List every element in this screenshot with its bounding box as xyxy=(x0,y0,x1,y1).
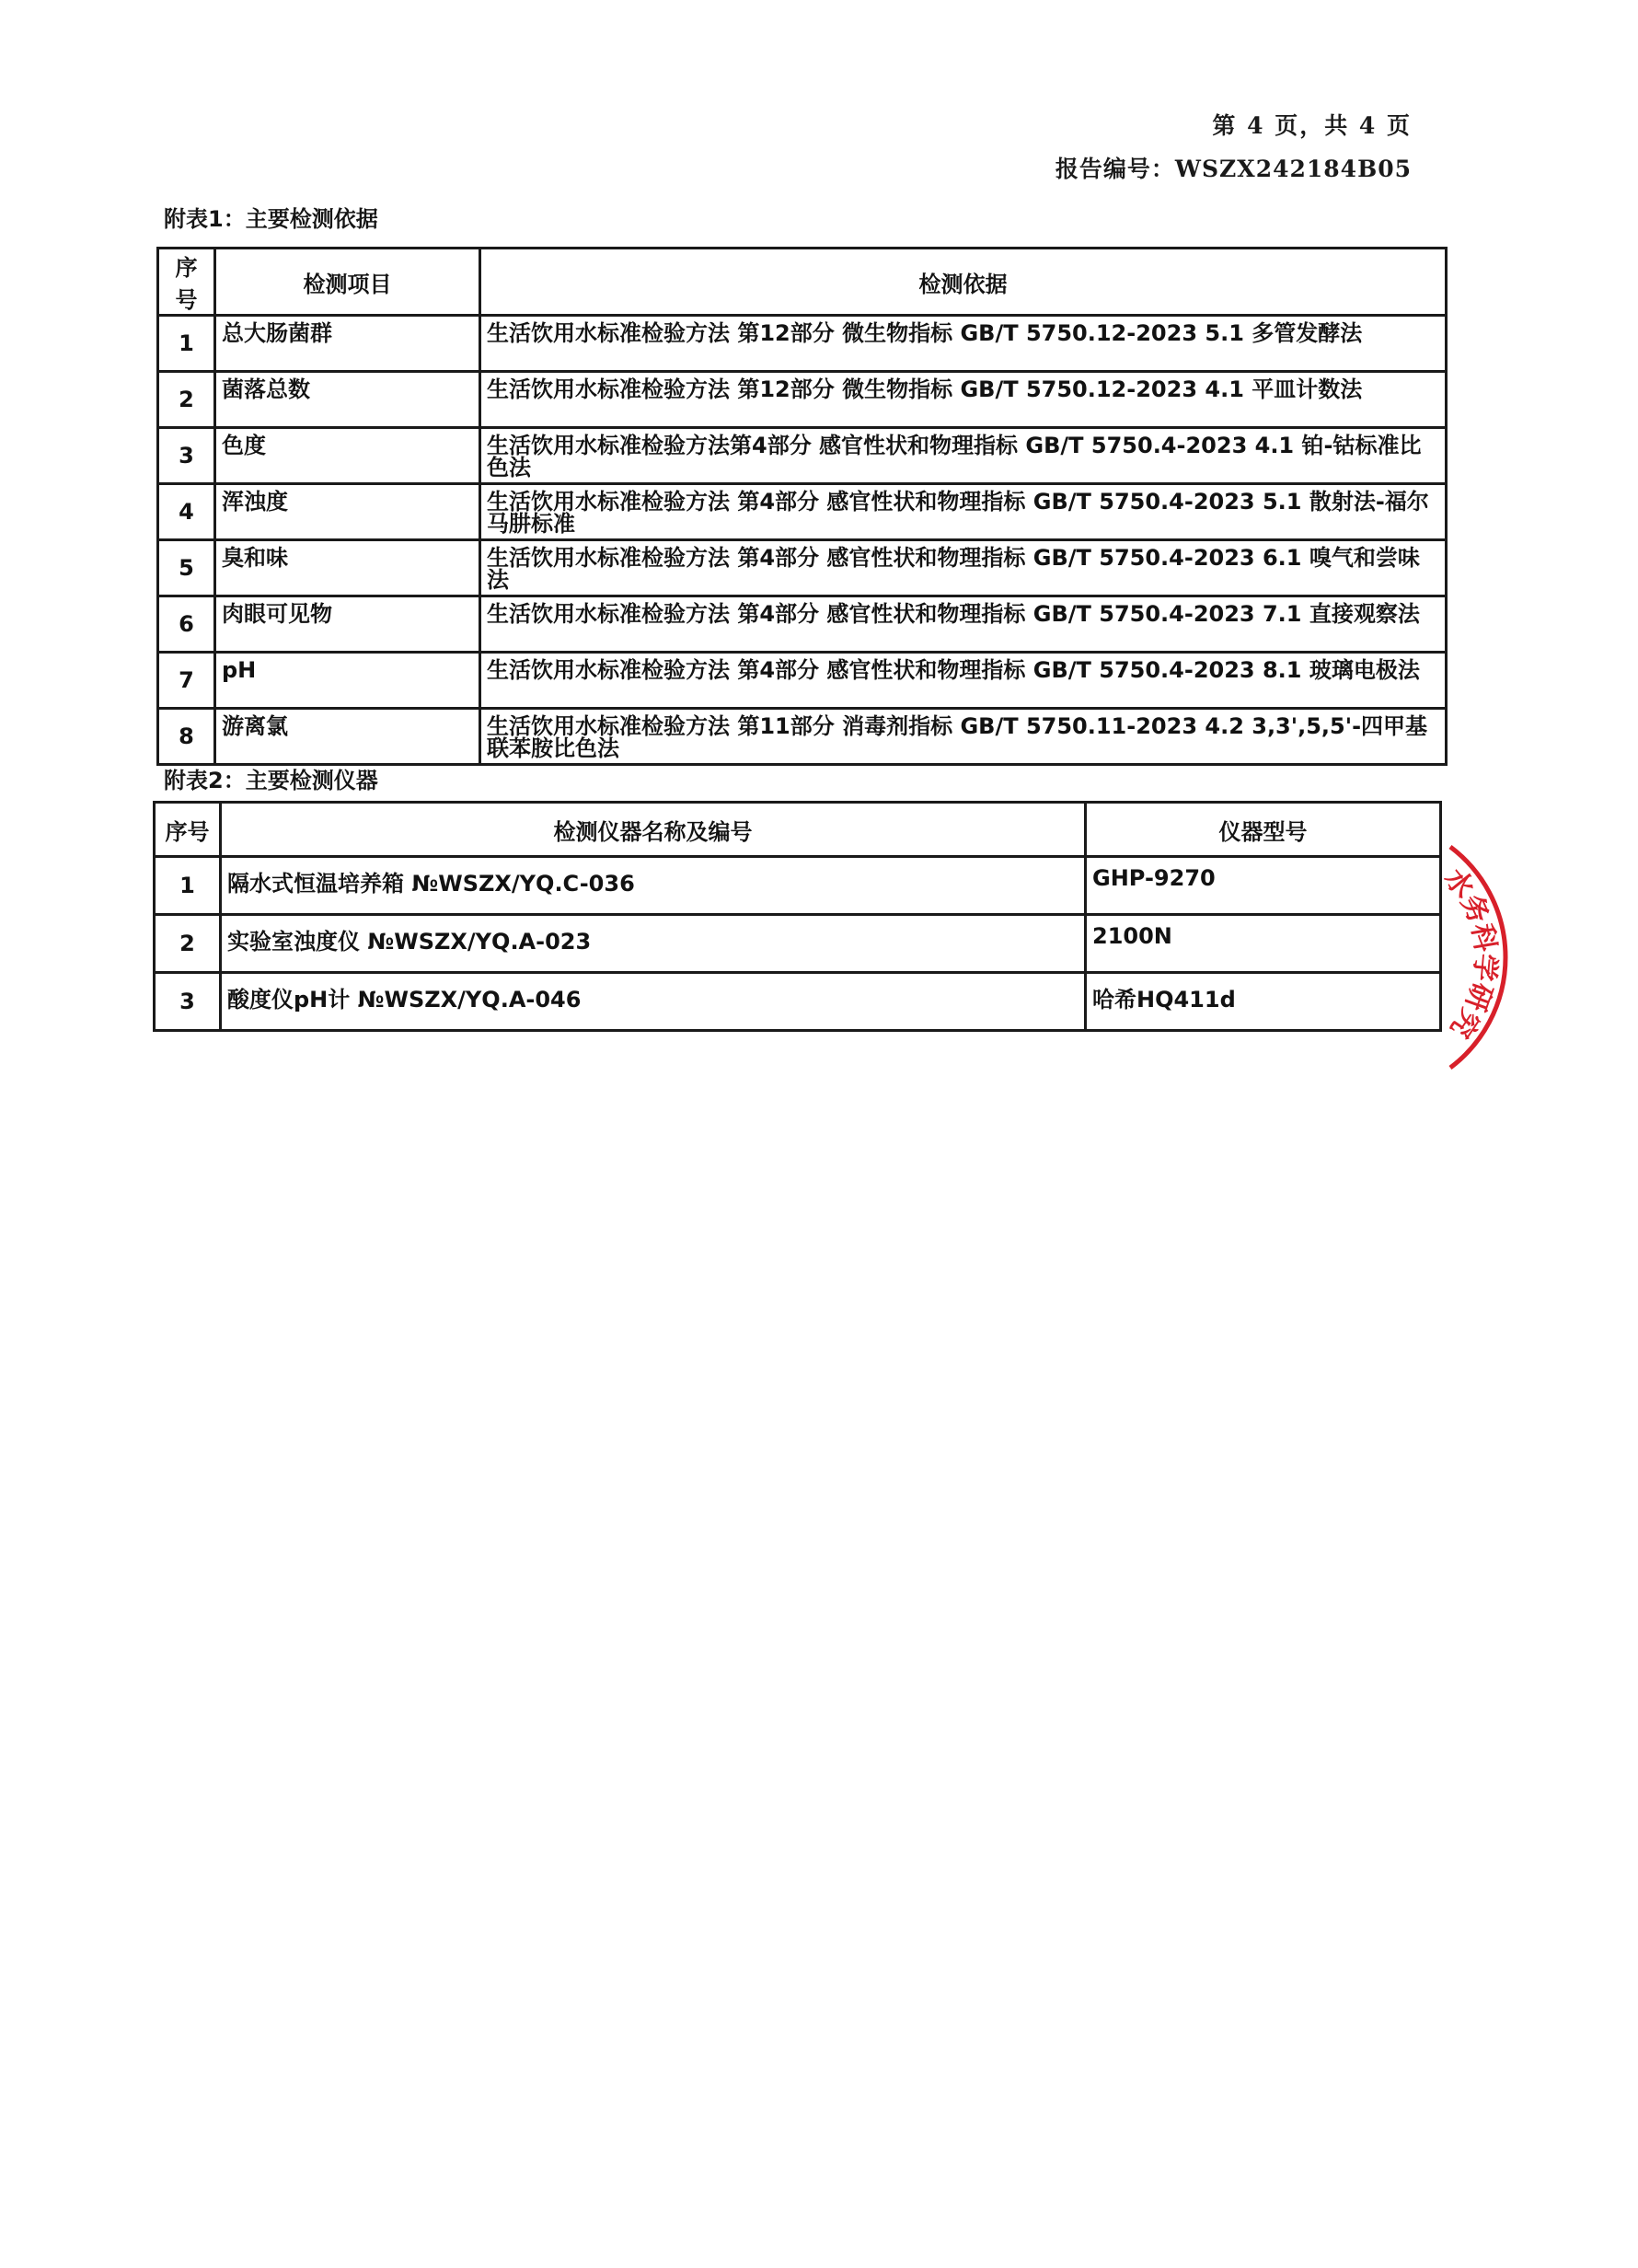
table-header-row xyxy=(155,803,1441,857)
row-instrument-model: 2100N xyxy=(1086,915,1441,973)
column-header-instrument: 检测仪器名称及编号 xyxy=(221,803,1086,857)
page-indicator: 第 4 页，共 4 页 xyxy=(1212,112,1412,139)
row-seq: 2 xyxy=(158,372,215,428)
row-test-item: 色度 xyxy=(215,428,480,484)
appendix2-title: 附表2：主要检测仪器 xyxy=(164,768,378,793)
row-test-basis: 生活饮用水标准检验方法 第4部分 感官性状和物理指标 GB/T 5750.4-2023 7.1 直接观察法 xyxy=(480,596,1447,653)
row-instrument-model: 哈希HQ411d xyxy=(1086,973,1441,1031)
column-header-model: 仪器型号 xyxy=(1086,803,1441,857)
testing-basis-table xyxy=(156,247,1448,766)
column-header-seq: 序号 xyxy=(158,249,215,316)
row-test-basis: 生活饮用水标准检验方法 第12部分 微生物指标 GB/T 5750.12-2023 5.1 多管发酵法 xyxy=(480,316,1447,372)
row-seq: 3 xyxy=(155,973,221,1031)
column-header-basis: 检测依据 xyxy=(480,249,1447,316)
appendix1-title: 附表1：主要检测依据 xyxy=(164,206,378,232)
table-row xyxy=(158,540,1447,596)
row-instrument-name: 酸度仪pH计 №WSZX/YQ.A-046 xyxy=(221,973,1086,1031)
table-row xyxy=(155,973,1441,1031)
row-seq: 7 xyxy=(158,653,215,709)
row-test-basis: 生活饮用水标准检验方法第4部分 感官性状和物理指标 GB/T 5750.4-2023 4.1 铂-钴标准比色法 xyxy=(480,428,1447,484)
row-instrument-name: 隔水式恒温培养箱 №WSZX/YQ.C-036 xyxy=(221,857,1086,915)
table-row xyxy=(158,596,1447,653)
table-row xyxy=(158,428,1447,484)
table-row xyxy=(158,653,1447,709)
table-header-row xyxy=(158,249,1447,316)
row-seq: 3 xyxy=(158,428,215,484)
row-seq: 1 xyxy=(158,316,215,372)
table-row xyxy=(158,372,1447,428)
row-instrument-name: 实验室浊度仪 №WSZX/YQ.A-023 xyxy=(221,915,1086,973)
row-test-item: 菌落总数 xyxy=(215,372,480,428)
row-test-item: 游离氯 xyxy=(215,709,480,765)
row-test-item: 肉眼可见物 xyxy=(215,596,480,653)
row-test-item: 总大肠菌群 xyxy=(215,316,480,372)
row-test-basis: 生活饮用水标准检验方法 第4部分 感官性状和物理指标 GB/T 5750.4-2023 6.1 嗅气和尝味法 xyxy=(480,540,1447,596)
row-test-basis: 生活饮用水标准检验方法 第4部分 感官性状和物理指标 GB/T 5750.4-2023 8.1 玻璃电极法 xyxy=(480,653,1447,709)
column-header-item: 检测项目 xyxy=(215,249,480,316)
row-seq: 6 xyxy=(158,596,215,653)
row-test-item: 浑浊度 xyxy=(215,484,480,540)
row-seq: 2 xyxy=(155,915,221,973)
table-row xyxy=(158,709,1447,765)
testing-instruments-table xyxy=(153,801,1442,1032)
table-row xyxy=(155,857,1441,915)
row-test-basis: 生活饮用水标准检验方法 第12部分 微生物指标 GB/T 5750.12-2023 4.1 平皿计数法 xyxy=(480,372,1447,428)
row-test-basis: 生活饮用水标准检验方法 第11部分 消毒剂指标 GB/T 5750.11-2023 4.2 3,3',5,5'-四甲基联苯胺比色法 xyxy=(480,709,1447,765)
row-seq: 4 xyxy=(158,484,215,540)
table-row xyxy=(158,316,1447,372)
row-seq: 1 xyxy=(155,857,221,915)
table-row xyxy=(155,915,1441,973)
column-header-seq: 序号 xyxy=(155,803,221,857)
seal-text: 水务科学研究 xyxy=(1437,862,1502,1044)
seal-ring xyxy=(1450,847,1505,1068)
table-row xyxy=(158,484,1447,540)
report-number: 报告编号：WSZX242184B05 xyxy=(1055,156,1412,182)
row-test-item: pH xyxy=(215,653,480,709)
row-instrument-model: GHP-9270 xyxy=(1086,857,1441,915)
row-test-basis: 生活饮用水标准检验方法 第4部分 感官性状和物理指标 GB/T 5750.4-2023 5.1 散射法-福尔马肼标准 xyxy=(480,484,1447,540)
row-test-item: 臭和味 xyxy=(215,540,480,596)
row-seq: 8 xyxy=(158,709,215,765)
row-seq: 5 xyxy=(158,540,215,596)
